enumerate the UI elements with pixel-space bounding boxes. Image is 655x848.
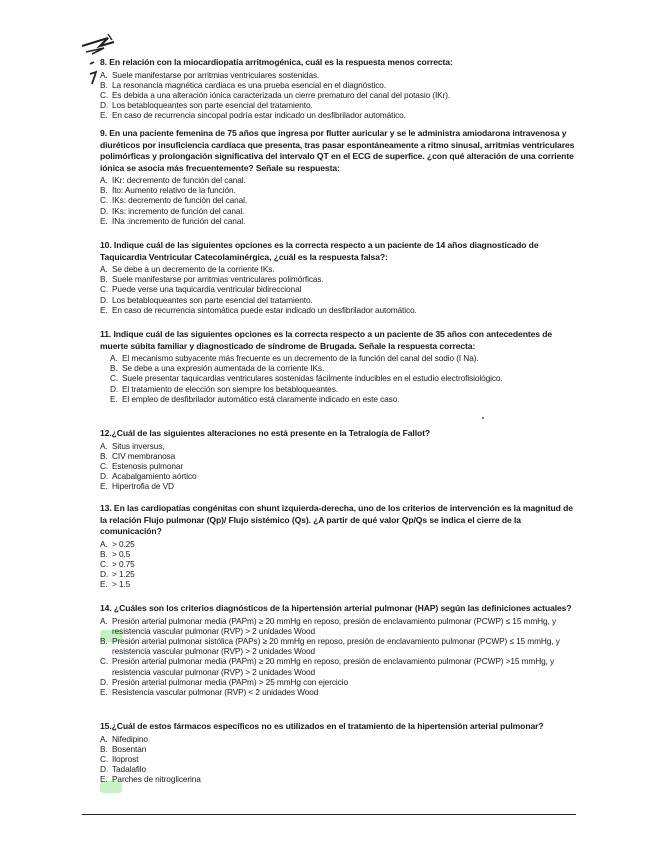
option[interactable]: A. Presión arterial pulmonar media (PAPm) ≥ 20 mmHg en reposo, presión de enclavamiento pulmonar (PCWP) ≤ 15 mmHg, y resistencia vascular pulmonar (RVP) > 2 unidades Wood xyxy=(100,615,557,636)
option[interactable]: B. Ito: Aumento relativo de la función. xyxy=(100,185,236,196)
option[interactable]: D. Presión arterial pulmonar media (PAPm) > 25 mmHg con ejercicio xyxy=(100,676,348,687)
question-13 xyxy=(100,503,578,590)
option[interactable]: A. Nifedipino xyxy=(100,733,148,744)
bottom-rule xyxy=(82,814,576,815)
question-title: 12.¿Cuál de las siguientes alteraciones no está presente en la Tetralogía de Fallot? xyxy=(100,428,431,438)
option[interactable]: E. El empleo de desfibrilador automático está claramente indicado en este caso. xyxy=(110,393,400,404)
option[interactable]: E. Resistencia vascular pulmonar (RVP) < 2 unidades Wood xyxy=(100,686,319,697)
question-title: 14. ¿Cuáles son los criterios diagnósticos de la hipertensión arterial pulmonar (HAP) según las definiciones actuales? xyxy=(100,603,572,613)
option[interactable]: E. > 1.5 xyxy=(100,579,131,590)
option[interactable]: B. La resonancia magnética cardiaca es una prueba esencial en el diagnóstico. xyxy=(100,79,386,90)
question-title: 11. Indique cuál de las siguientes opciones es la correcta respecto a un paciente de 35 años con antecedentes de muerte súbita familiar y diagnosticado de síndrome de Brugada. Señale la respuesta correcta: xyxy=(100,329,553,351)
option[interactable]: B. Bosentan xyxy=(100,743,147,754)
question-10 xyxy=(100,240,578,315)
option[interactable]: B. Presión arterial pulmonar sistólica (PAPs) ≥ 20 mmHg en reposo, presión de enclavamiento pulmonar (PCWP) ≤ 15 mmHg, y resistencia vascular pulmonar (RVP) > 2 unidades Wood xyxy=(100,635,560,657)
question-title: 13. En las cardiopatías congénitas con shunt izquierda-derecha, uno de los criterios de intervención es la magnitud de la relación Flujo pulmonar (Qp)/ Flujo sistémico (Qs). ¿A partir de qué valor Qp/Qs se indica el cierre de la comunicación? xyxy=(100,503,573,536)
option[interactable]: D. Los betabloqueantes son parte esencial del tratamiento. xyxy=(100,294,313,305)
page-speck xyxy=(482,417,484,419)
option[interactable]: D. IKs: incremento de función del canal. xyxy=(100,205,245,216)
option[interactable]: A. > 0.25 xyxy=(100,538,135,549)
question-11 xyxy=(100,329,578,404)
option[interactable]: C. Iloprost xyxy=(100,753,139,764)
option[interactable]: B. CIV membranosa xyxy=(100,450,176,461)
option[interactable]: E. Hipertrofia de VD xyxy=(100,481,174,492)
option[interactable]: B. Se debe a una expresión aumentada de la corriente IKs. xyxy=(110,363,325,374)
option[interactable]: B. Suele manifestarse por arritmias ventriculares polimórficas. xyxy=(100,274,324,285)
question-9 xyxy=(100,128,578,226)
option[interactable]: B. > 0.5 xyxy=(100,548,131,559)
option[interactable]: C. Suele presentar taquicardias ventriculares sostenidas fácilmente inducibles en el estudio electrofisiológico. xyxy=(110,373,503,384)
question-title: 10. Indique cuál de las siguientes opciones es la correcta respecto a un paciente de 14 años diagnosticado de Taquicardia Ventricular Catecolaminérgica, ¿cuál es la respuesta falsa?: xyxy=(100,240,539,262)
option[interactable]: E. En caso de recurrencia sincopal podría estar indicado un desfibrilador automático. xyxy=(100,110,406,121)
option[interactable]: D. Acabalgamiento aórtico xyxy=(100,471,197,482)
question-14 xyxy=(100,603,578,697)
option[interactable]: C. > 0.75 xyxy=(100,558,135,569)
question-8 xyxy=(100,57,578,121)
option[interactable]: D. > 1.25 xyxy=(100,569,135,580)
option[interactable]: C. Estenosis pulmonar xyxy=(100,460,184,471)
question-title: 8. En relación con la miocardiopatía arritmogénica, cuál es la respuesta menos correcta: xyxy=(100,57,453,67)
question-title: 9. En una paciente femenina de 75 años que ingresa por flutter auricular y se le administra amiodarona intravenosa y diuréticos por insuficiencia cardíaca que presenta, tras pasar espontáneamente a ritmo sinusal, arritmias ventriculares polimórficas y prolongación significativa del intervalo QT en el ECG de superfice. ¿con qué alteración de una corriente iónica se asocia más frecuentemente? Señale su respuesta: xyxy=(100,128,575,173)
option[interactable]: D. Tadalafilo xyxy=(100,764,147,775)
option[interactable]: C. Puede verse una taquicardia ventricular bidireccional xyxy=(100,284,302,295)
option[interactable]: D. El tratamiento de elección son siempre los betabloqueantes. xyxy=(110,383,338,394)
option[interactable]: E. En caso de recurrencia sintomática puede estar indicado un desfibrilador automático. xyxy=(100,304,417,315)
question-12 xyxy=(100,428,578,492)
option[interactable]: C. Presión arterial pulmonar media (PAPm) ≥ 20 mmHg en reposo, presión de enclavamiento pulmonar (PCWP) >15 mmHg, y resistencia vascular pulmonar (RVP) > 2 unidades Wood xyxy=(100,656,555,677)
option[interactable]: A. Situs inversus, xyxy=(100,440,165,451)
option[interactable]: C. IKs: decremento de función del canal. xyxy=(100,195,248,206)
option[interactable]: A. El mecanismo subyacente más frecuente es un decremento de la función del canal del sodio (I Na). xyxy=(110,353,479,363)
question-title: 15.¿Cuál de estos fármacos específicos no es utilizados en el tratamiento de la hipertensión arterial pulmonar? xyxy=(100,721,544,731)
option[interactable]: A. Suele manifestarse por arritmias ventriculares sostenidas. xyxy=(100,69,320,80)
option[interactable]: C. Es debida a una alteración iónica caracterizada un cierre prematuro del canal del potasio (IKr). xyxy=(100,89,451,100)
option[interactable]: D. Los betabloqueantes son parte esencial del tratamiento. xyxy=(100,100,313,111)
option[interactable]: A. IKr: decremento de función del canal. xyxy=(100,175,246,185)
option[interactable]: E. INa :incremento de función del canal. xyxy=(100,215,246,226)
question-15 xyxy=(100,721,578,785)
option[interactable]: E. Parches de nitroglicerina xyxy=(100,774,201,785)
option[interactable]: A. Se debe a un decremento de la corriente IKs. xyxy=(100,264,275,274)
